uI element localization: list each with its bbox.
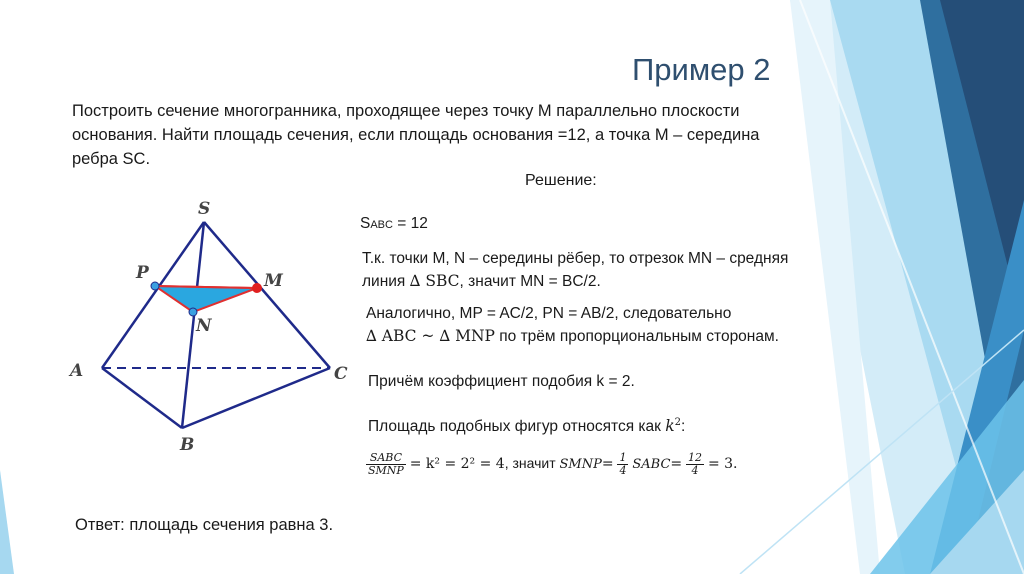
midline-statement: Т.к. точки M, N – середины рёбер, то отрезок MN – средняя линия ∆ SBC, значит MN = BC/2. <box>362 250 789 290</box>
slide-title: Пример 2 <box>632 52 771 87</box>
task-text: Построить сечение многогранника, проходящее через точку М параллельно плоскости основания. Найти площадь сечения, если площадь основания =12, а точка М – середина ребра SC. <box>72 102 760 168</box>
label-c: C <box>334 364 348 384</box>
point-p <box>151 282 159 290</box>
area-abc-line: SABC = 12 <box>360 215 428 232</box>
solution-heading: Решение: <box>525 172 597 189</box>
label-b: B <box>180 435 195 455</box>
section-mnp <box>155 286 257 312</box>
label-s: S <box>198 199 211 219</box>
label-p: P <box>136 263 149 283</box>
quarter-fraction: $\frac{1}{4}$ <box>619 451 627 477</box>
similarity-statement: Аналогично, MP = AC/2, PN = AB/2, следовательно ∆ ABC ~ ∆ MNP по трём пропорциональным сторонам. <box>366 305 779 345</box>
point-m <box>252 283 262 293</box>
result-fraction: $\frac{12}{4}$ <box>688 451 703 477</box>
label-a: A <box>70 361 84 381</box>
pyramid-figure <box>60 190 360 465</box>
answer-text: Ответ: площадь сечения равна 3. <box>75 516 334 534</box>
coefficient-line: Причём коэффициент подобия k = 2. <box>368 373 635 390</box>
label-m: M <box>264 271 283 291</box>
point-n <box>189 308 197 316</box>
label-n: N <box>196 316 212 336</box>
area-ratio-line: Площадь подобных фигур относятся как $k^2$: <box>368 417 686 436</box>
formula-line: $\frac{\text{SABC}}{\text{SMNP}}$ = k² = 2² = 4, значит SMNP= $\frac{1}{4}$ SABC= $\frac{12}{4}$ = 3. <box>368 451 738 477</box>
edge-ab <box>102 368 182 428</box>
ratio-fraction: $\frac{\text{SABC}}{\text{SMNP}}$ <box>368 451 404 477</box>
edge-bc <box>182 368 330 428</box>
